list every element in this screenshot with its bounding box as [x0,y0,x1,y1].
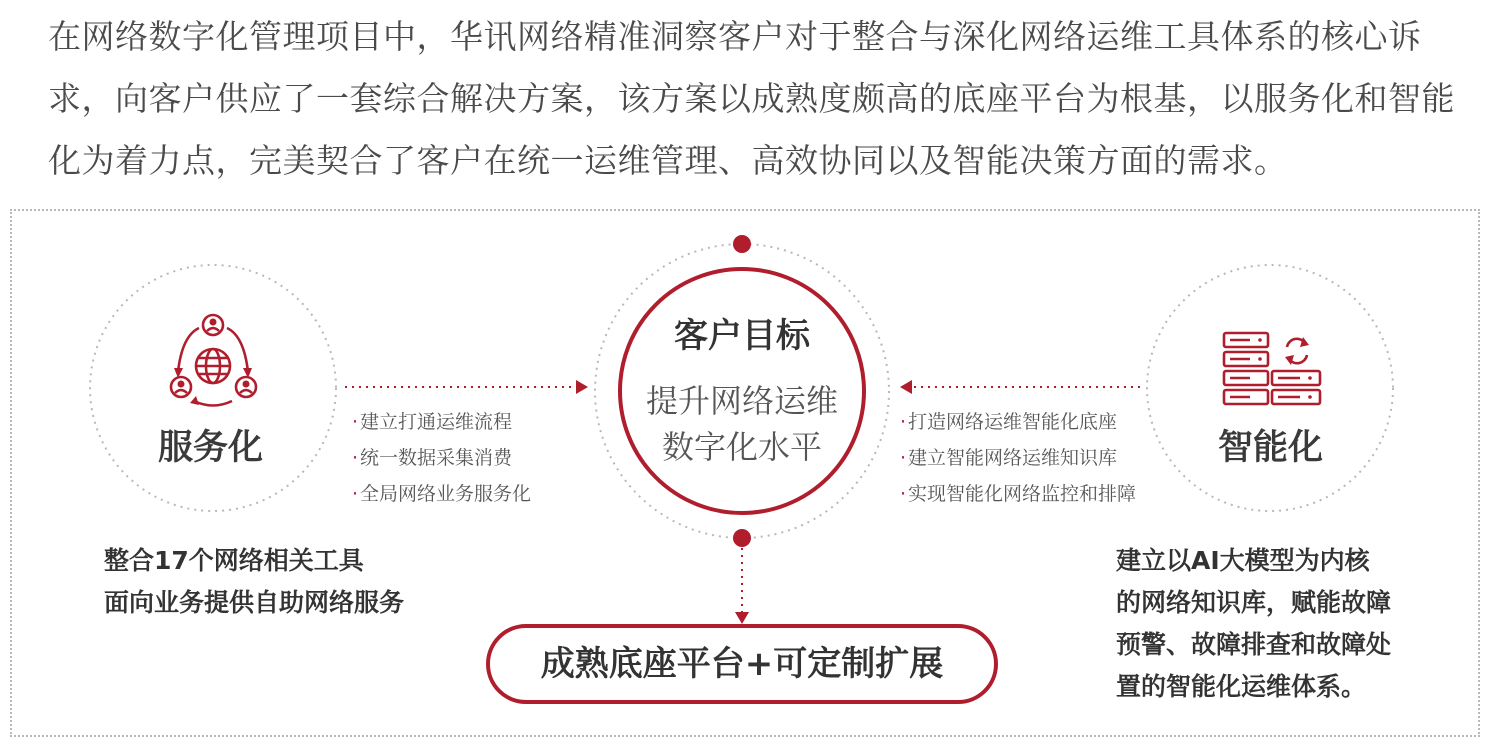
note-line: 整合17个网络相关工具 [104,546,364,575]
bullet-dot: · [900,483,907,505]
center-top-dot [733,235,751,253]
left-bullet-list [352,404,531,512]
intro-line: 求，向客户供应了一套综合解决方案，该方案以成熟度颇高的底座平台为根基，以服务化和智能 [48,79,1455,118]
note-line: 建立以AI大模型为内核 [1116,546,1370,575]
note-line: 预警、故障排查和故障处 [1116,630,1392,659]
bullet-text: 全局网络业务服务化 [360,483,532,505]
list-item [352,404,531,440]
note-line: 置的智能化运维体系。 [1116,672,1367,701]
globe-with-people-cycle-icon [171,315,256,406]
intro-line: 化为着力点，完美契合了客户在统一运维管理、高效协同以及智能决策方面的需求。 [48,141,1288,180]
left-dotted-circle [90,265,336,511]
bullet-dot: · [900,447,907,469]
left-title: 服务化 [158,428,264,468]
right-arrow-head [900,380,912,394]
center-subtitle-line: 提升网络运维 [645,382,838,420]
note-line: 的网络知识库，赋能故障 [1116,588,1392,617]
bullet-dot: · [352,483,359,505]
base-platform-label: 成熟底座平台+可定制扩展 [540,644,944,684]
center-bottom-dot [733,529,751,547]
server-rack-sync-icon [1224,333,1320,404]
center-subtitle-line: 数字化水平 [661,428,822,466]
bullet-dot: · [352,447,359,469]
bullet-text: 统一数据采集消费 [360,447,513,469]
bullet-dot: · [900,411,907,433]
list-item [900,440,1136,476]
bullet-text: 建立打通运维流程 [360,411,513,433]
right-dotted-circle [1147,265,1393,511]
bullet-text: 建立智能网络运维知识库 [908,447,1118,469]
right-bullet-list [900,404,1136,512]
down-arrow-head [735,612,749,624]
right-title: 智能化 [1218,428,1324,468]
center-title: 客户目标 [674,316,810,356]
list-item [352,476,531,512]
bullet-text: 实现智能化网络监控和排障 [908,483,1137,505]
left-arrow-head [576,380,588,394]
note-line: 面向业务提供自助网络服务 [104,588,405,617]
intro-line: 在网络数字化管理项目中，华讯网络精准洞察客户对于整合与深化网络运维工具体系的核心诉 [48,17,1422,56]
list-item [900,404,1136,440]
bullet-text: 打造网络运维智能化底座 [908,411,1118,433]
right-note [1116,540,1391,708]
list-item [352,440,531,476]
list-item [900,476,1136,512]
left-note [104,540,404,624]
bullet-dot: · [352,411,359,433]
